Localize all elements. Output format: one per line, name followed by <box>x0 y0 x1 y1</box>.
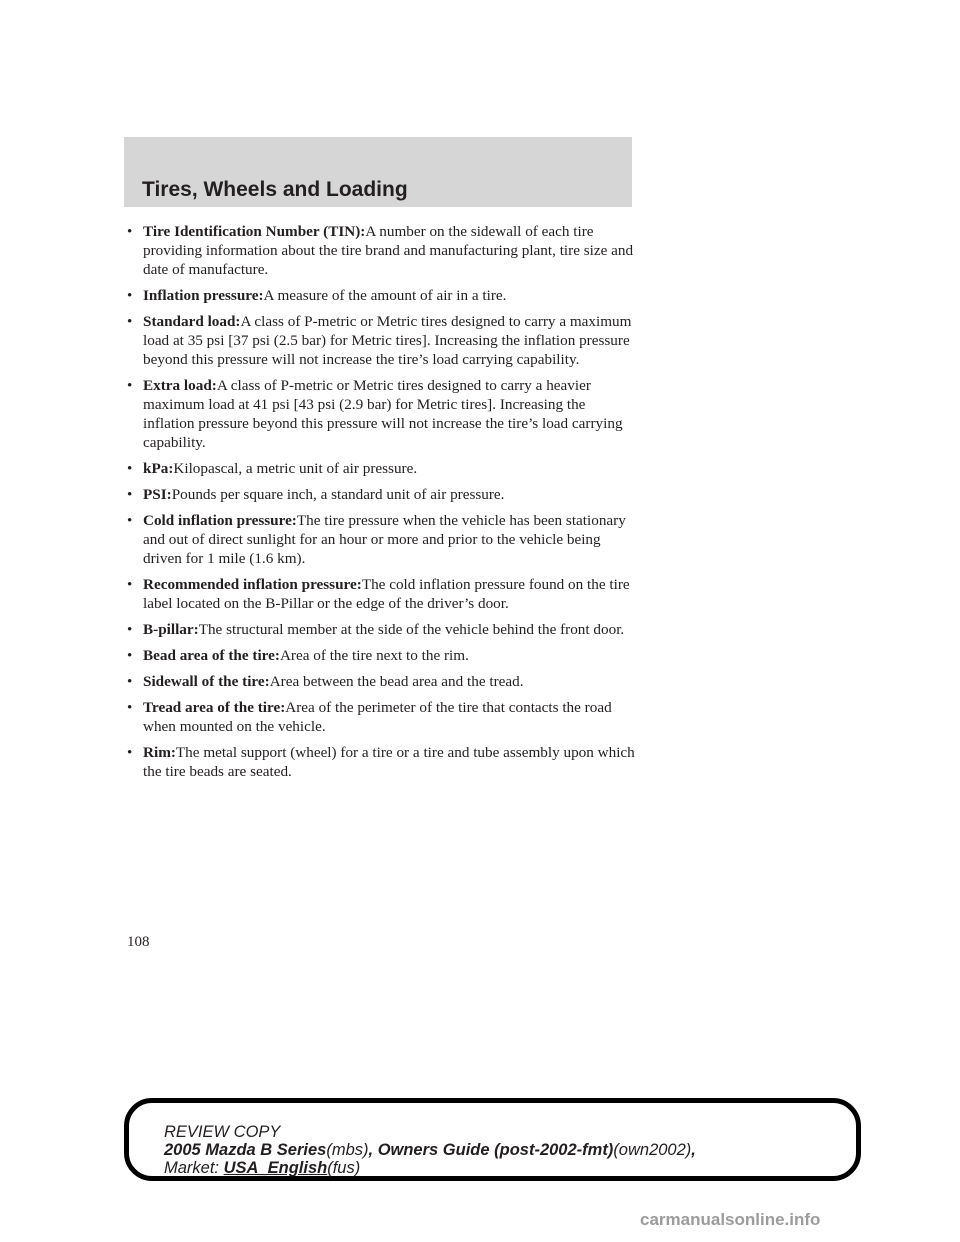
term: B-pillar: <box>143 621 199 638</box>
market-code: (fus) <box>327 1159 361 1177</box>
glossary-item-b-pillar <box>127 620 637 639</box>
glossary-item-cold-inflation-pressure <box>127 511 637 568</box>
review-market-line <box>164 1159 696 1177</box>
bullet: • <box>127 699 133 716</box>
bullet: • <box>127 647 133 664</box>
glossary-item-bead-area <box>127 646 637 665</box>
term: Inflation pressure: <box>143 287 264 304</box>
definition: The structural member at the side of the vehicle behind the front door. <box>198 621 625 638</box>
bullet: • <box>127 486 133 503</box>
glossary-list <box>127 222 637 788</box>
term: Cold inflation pressure: <box>143 512 297 529</box>
guide-code: (own2002) <box>613 1141 692 1159</box>
definition: A class of P-metric or Metric tires designed to carry a maximum load at 35 psi [37 psi (2.5 bar) for Metric tires]. Increasing the inflation pressure beyond this pressure will not increase the tire’s load carrying capability. <box>143 313 632 368</box>
term: Sidewall of the tire: <box>143 673 270 690</box>
definition: The cold inflation pressure found on the tire label located on the B-Pillar or the edge of the driver’s door. <box>143 576 630 612</box>
term: Extra load: <box>143 377 217 394</box>
bullet: • <box>127 744 133 761</box>
bullet: • <box>127 377 133 394</box>
term: Recommended inflation pressure: <box>143 576 362 593</box>
market-value: USA_English <box>223 1159 328 1177</box>
glossary-item-extra-load <box>127 376 637 452</box>
definition: Area of the perimeter of the tire that contacts the road when mounted on the vehicle. <box>143 699 612 735</box>
page-number: 108 <box>127 934 150 950</box>
term: Rim: <box>143 744 176 761</box>
term: Bead area of the tire: <box>143 647 280 664</box>
bullet: • <box>127 287 133 304</box>
glossary-item-recommended-inflation-pressure <box>127 575 637 613</box>
definition: Pounds per square inch, a standard unit of air pressure. <box>171 486 505 503</box>
definition: The tire pressure when the vehicle has been stationary and out of direct sunlight for an hour or more and prior to the vehicle being driven for 1 mile (1.6 km). <box>143 512 626 567</box>
guide-name: Owners Guide (post-2002-fmt) <box>377 1141 614 1159</box>
model-name: 2005 Mazda B Series <box>164 1141 327 1159</box>
bullet: • <box>127 621 133 638</box>
glossary-item-standard-load <box>127 312 637 369</box>
review-copy-text <box>164 1123 696 1177</box>
bullet: • <box>127 313 133 330</box>
bullet: • <box>127 576 133 593</box>
definition: Area of the tire next to the rim. <box>279 647 469 664</box>
glossary-item-psi <box>127 485 637 504</box>
market-label: Market: <box>164 1159 224 1177</box>
separator: , <box>691 1141 696 1159</box>
glossary-item-rim <box>127 743 637 781</box>
definition: A class of P-metric or Metric tires designed to carry a heavier maximum load at 41 psi [43 psi (2.9 bar) for Metric tires]. Increasing the inflation pressure beyond this pressure will not increase the tire’s load carrying capability. <box>143 377 623 451</box>
term: Tread area of the tire: <box>143 699 286 716</box>
definition: The metal support (wheel) for a tire or a tire and tube assembly upon which the tire beads are seated. <box>143 744 635 780</box>
glossary-item-inflation-pressure <box>127 286 637 305</box>
bullet: • <box>127 460 133 477</box>
glossary-item-tread-area <box>127 698 637 736</box>
glossary-item-sidewall <box>127 672 637 691</box>
definition: A number on the sidewall of each tire providing information about the tire brand and manufacturing plant, tire size and date of manufacture. <box>143 223 634 278</box>
definition: Kilopascal, a metric unit of air pressure. <box>173 460 418 477</box>
review-document-line <box>164 1141 696 1159</box>
term: Tire Identification Number (TIN): <box>143 223 366 240</box>
glossary-item-tin <box>127 222 637 279</box>
definition: Area between the bead area and the tread. <box>269 673 524 690</box>
bullet: • <box>127 512 133 529</box>
bullet: • <box>127 673 133 690</box>
glossary-item-kpa <box>127 459 637 478</box>
separator: , <box>368 1141 378 1159</box>
term: Standard load: <box>143 313 241 330</box>
review-copy-label: REVIEW COPY <box>164 1123 281 1141</box>
term: kPa: <box>143 460 174 477</box>
term: PSI: <box>143 486 172 503</box>
model-code: (mbs) <box>326 1141 369 1159</box>
watermark: carmanualsonline.info <box>640 1210 821 1229</box>
bullet: • <box>127 223 133 240</box>
definition: A measure of the amount of air in a tire. <box>263 287 507 304</box>
section-title: Tires, Wheels and Loading <box>142 178 408 201</box>
